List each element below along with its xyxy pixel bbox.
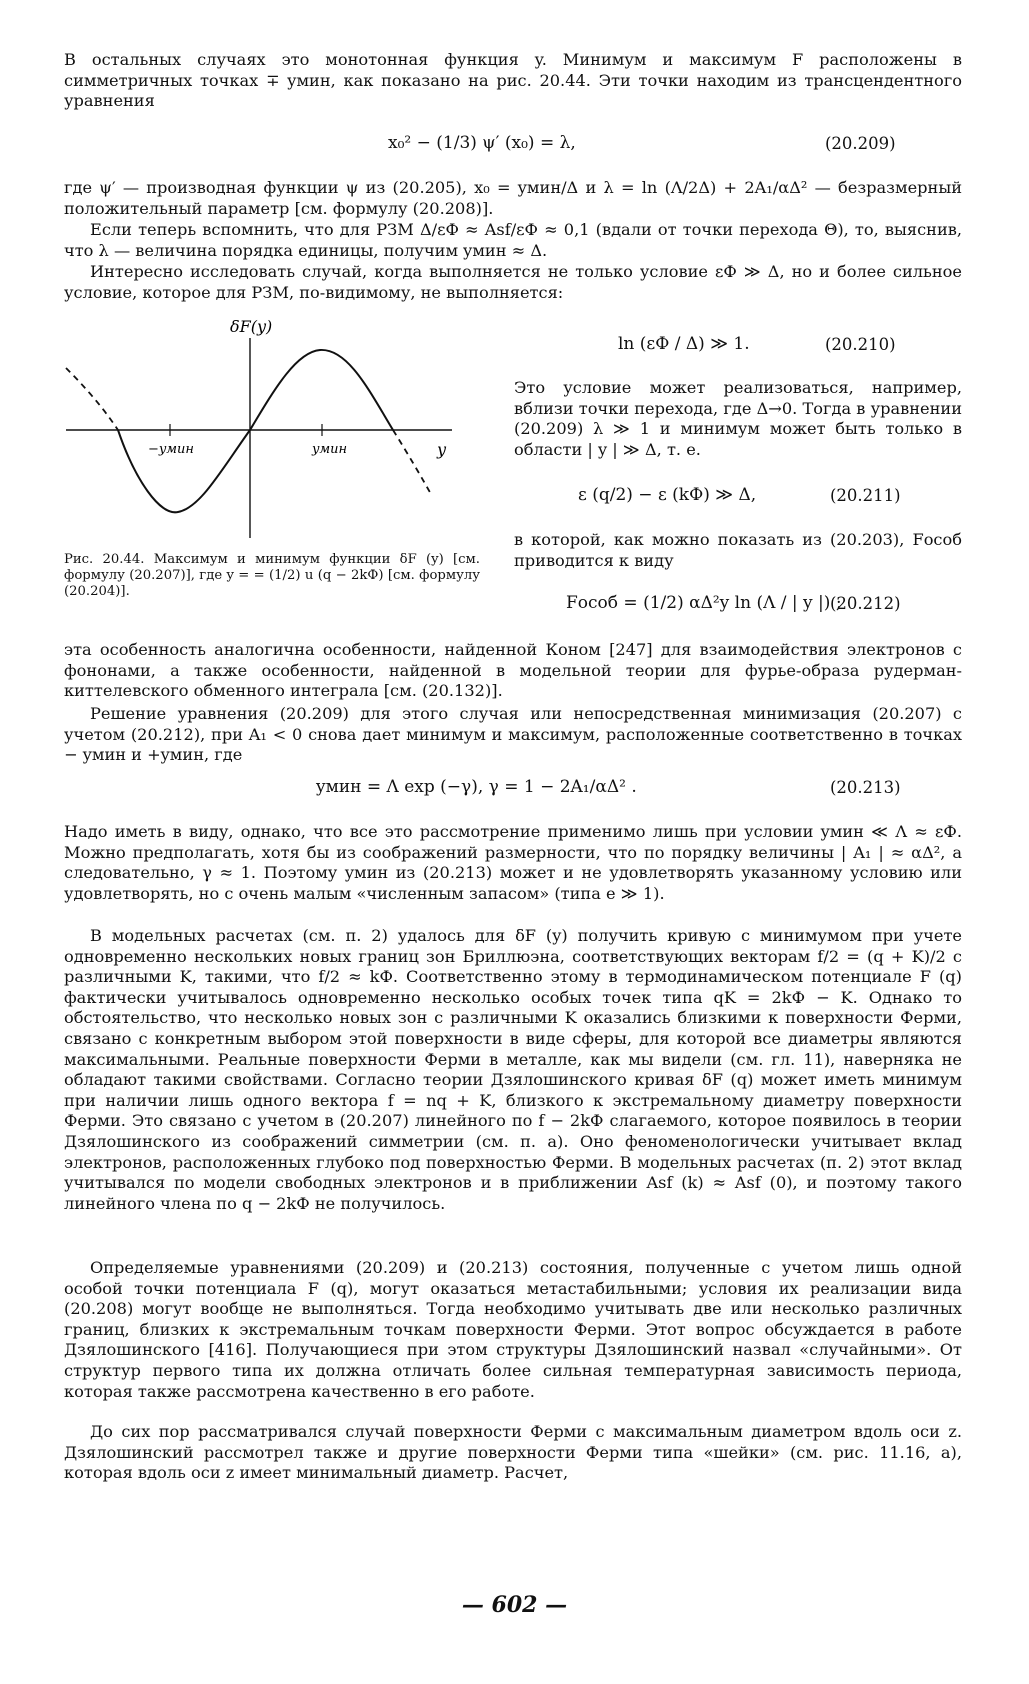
solid-curve bbox=[118, 350, 393, 512]
pos-tick-label: yмин bbox=[312, 442, 348, 457]
page-number: — 602 — bbox=[461, 1592, 568, 1618]
equation-20-210: ln (εФ / Δ) ≫ 1. bbox=[618, 334, 750, 354]
equation-20-213: yмин = Λ exp (−γ), γ = 1 − 2A₁/αΔ² . bbox=[316, 777, 637, 797]
neg-tick-label: −yмин bbox=[148, 442, 194, 457]
figure-caption: Рис. 20.44. Максимум и минимум функции δF (y) [см. формулу (20.207)], где y = = (1/2) u (q − 2kФ) [см. формулу (20.204)]. bbox=[64, 552, 480, 599]
paragraph-11: Определяемые уравнениями (20.209) и (20.213) состояния, полученные с учетом лишь одной особой точки потенциала F (q), могут оказаться метастабильными; условия их реализации вида (20.208) могут вообще не выполняться. Тогда необходимо учитывать две или несколько различных границ, близких к экстремальным точкам поверхности Ферми. Этот вопрос обсуждается в работе Дзялошинского [416]. Получающиеся при этом структуры Дзялошинский назвал «случайными». От структур первого типа их должна отличать более сильная температурная зависимость периода, которая также рассмотрена качественно в его работе. bbox=[64, 1258, 962, 1401]
y-axis-label: δF(y) bbox=[230, 317, 273, 336]
figure-20-44 bbox=[60, 312, 480, 540]
paragraph-2: где ψ′ — производная функции ψ из (20.205), x₀ = yмин/Δ и λ = ln (Λ/2Δ) + 2A₁/αΔ² — безразмерный положительный параметр [см. формулу (20.208)]. bbox=[64, 178, 962, 218]
x-axis-label: y bbox=[437, 440, 447, 459]
paragraph-8: Решение уравнения (20.209) для этого случая или непосредственная минимизация (20.207) с учетом (20.212), при A₁ < 0 снова дает минимум и максимум, расположенные соответственно в точках − yмин и +yмин, где bbox=[64, 704, 962, 765]
equation-number-20-210: (20.210) bbox=[825, 335, 896, 354]
equation-20-211: ε (q/2) − ε (kФ) ≫ Δ, bbox=[578, 485, 757, 505]
paragraph-10: В модельных расчетах (см. п. 2) удалось для δF (y) получить кривую с минимумом при учете одновременно нескольких новых границ зон Бриллюэна, соответствующих векторам f/2 = (q + K)/2 с различными K, такими, что f/2 ≈ kФ. Соответственно этому в термодинамическом потенциале F (q) фактически учитывалось одновременно несколько особых точек типа qK = 2kФ − K. Однако то обстоятельство, что несколько новых зон с различными K оказались близкими к поверхности Ферми, связано с конкретным выбором этой поверхности в виде сферы, для которой все диаметры являются максимальными. Реальные поверхности Ферми в металле, как мы видели (см. гл. 11), наверняка не обладают такими свойствами. Согласно теории Дзялошинского кривая δF (q) может иметь минимум при наличии лишь одного вектора f = nq + K, близкого к экстремальному диаметру поверхности Ферми. Это связано с учетом в (20.207) линейного по f − 2kФ слагаемого, которое появилось в теории Дзялошинского из соображений симметрии (см. п. a). Оно феноменологически учитывает вклад электронов, расположенных глубоко под поверхностью Ферми. В модельных расчетах (п. 2) этот вклад учитывался по модели свободных электронов и в приближении Asf (k) ≈ Asf (0), и поэтому такого линейного члена по q − 2kФ не получилось. bbox=[64, 926, 962, 1213]
paragraph-1: В остальных случаях это монотонная функция y. Минимум и максимум F расположены в симметричных точках ∓ yмин, как показано на рис. 20.44. Эти точки находим из трансцендентного уравнения bbox=[64, 50, 962, 111]
dashed-curve-left bbox=[66, 368, 118, 430]
equation-number-20-209: (20.209) bbox=[825, 134, 896, 153]
equation-20-209: x₀² − (1/3) ψ′ (x₀) = λ, bbox=[388, 133, 576, 153]
paragraph-5: Это условие может реализоваться, например, вблизи точки перехода, где Δ→0. Тогда в уравнении (20.209) λ ≫ 1 и минимум может быть только в области | y | ≫ Δ, т. е. bbox=[514, 378, 962, 459]
equation-number-20-213: (20.213) bbox=[830, 778, 901, 797]
paragraph-12: До сих пор рассматривался случай поверхности Ферми с максимальным диаметром вдоль оси z. Дзялошинский рассмотрел также и другие поверхности Ферми типа «шейки» (см. рис. 11.16, a), которая вдоль оси z имеет минимальный диаметр. Расчет, bbox=[64, 1422, 962, 1483]
paragraph-4: Интересно исследовать случай, когда выполняется не только условие εФ ≫ Δ, но и более сильное условие, которое для РЗМ, по-видимому, не выполняется: bbox=[64, 262, 962, 302]
paragraph-7: эта особенность аналогична особенности, найденной Коном [247] для взаимодействия электронов с фононами, а также особенности, найденной в модельной теории для фурье-образа рудерман-киттелевского обменного интеграла [см. (20.132)]. bbox=[64, 640, 962, 701]
equation-number-20-211: (20.211) bbox=[830, 486, 901, 505]
paragraph-6: в которой, как можно показать из (20.203), Fособ приводится к виду bbox=[514, 530, 962, 570]
equation-20-212: Fособ = (1/2) αΔ²y ln (Λ / | y |) ; bbox=[566, 593, 842, 613]
equation-number-20-212: (20.212) bbox=[830, 594, 901, 613]
paragraph-9: Надо иметь в виду, однако, что все это рассмотрение применимо лишь при условии yмин ≪ Λ ≈ εФ. Можно предполагать, хотя бы из соображений размерности, что по порядку величины | A₁ | ≈ αΔ², а следовательно, γ ≈ 1. Поэтому yмин из (20.213) может и не удовлетворять указанному условию или удовлетворять, но с очень малым «численным запасом» (типа e ≫ 1). bbox=[64, 822, 962, 903]
paragraph-3: Если теперь вспомнить, что для РЗМ Δ/εФ ≈ Asf/εФ ≈ 0,1 (вдали от точки перехода Θ), то, выяснив, что λ — величина порядка единицы, получим yмин ≈ Δ. bbox=[64, 220, 962, 260]
dashed-curve-right bbox=[393, 430, 432, 496]
